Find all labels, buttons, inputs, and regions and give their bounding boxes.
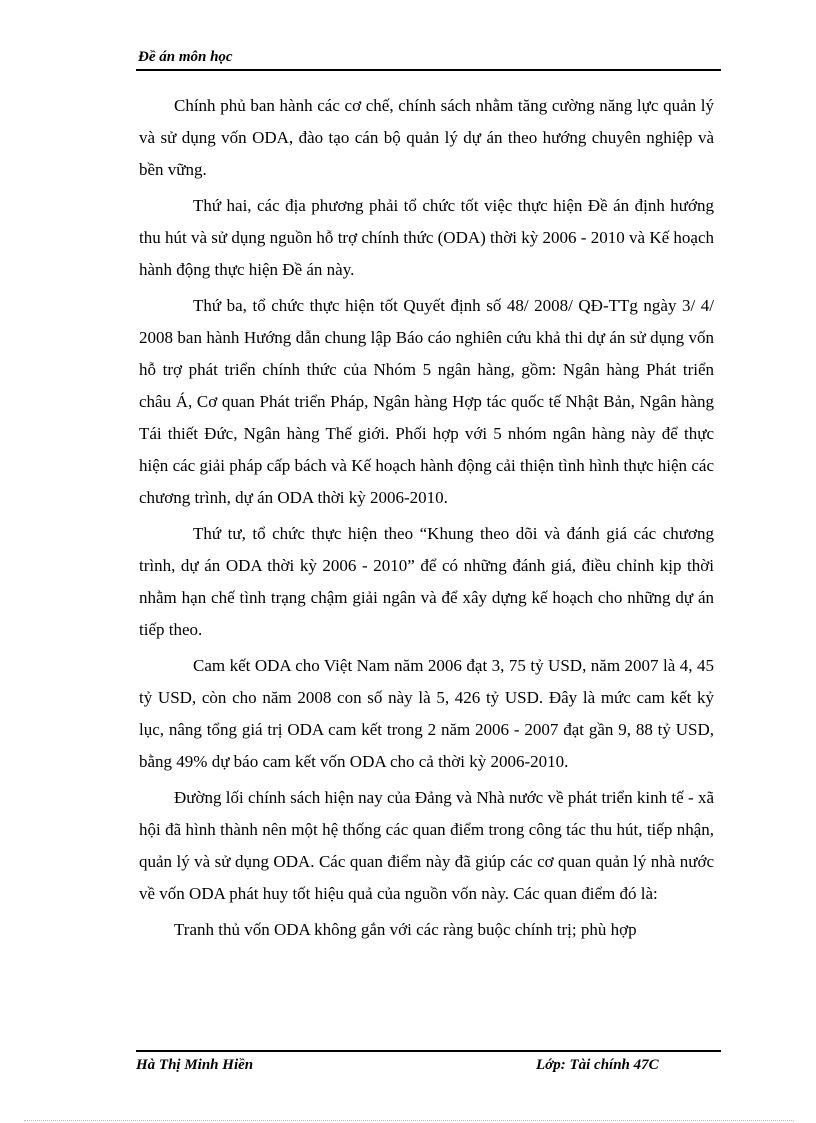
paragraph: Cam kết ODA cho Việt Nam năm 2006 đạt 3, 75 tỷ USD, năm 2007 là 4, 45 tỷ USD, còn cho năm 2008 con số này là 5, 426 tỷ USD. Đây là mức cam kết kỷ lục, nâng tổng giá trị ODA cam kết trong 2 năm 2006 - 2007 đạt gần 9, 88 tỷ USD, bằng 49% dự báo cam kết vốn ODA cho cả thời kỳ 2006-2010. bbox=[139, 656, 714, 771]
paragraph: Chính phủ ban hành các cơ chế, chính sách nhằm tăng cường năng lực quản lý và sử dụng vốn ODA, đào tạo cán bộ quản lý dự án theo hướng chuyên nghiệp và bền vững. bbox=[139, 96, 714, 179]
paragraph: Đường lối chính sách hiện nay của Đảng và Nhà nước về phát triển kinh tế - xã hội đã hình thành nên một hệ thống các quan điểm trong công tác thu hút, tiếp nhận, quản lý và sử dụng ODA. Các quan điểm này đã giúp các cơ quan quản lý nhà nước về vốn ODA phát huy tốt hiệu quả của nguồn vốn này. Các quan điểm đó là: bbox=[139, 788, 714, 903]
footer-rule bbox=[136, 1050, 721, 1052]
footer-class: Lớp: Tài chính 47C bbox=[536, 1057, 659, 1073]
page-edge-divider bbox=[24, 1120, 794, 1121]
document-body bbox=[139, 90, 714, 950]
paragraph: Thứ tư, tổ chức thực hiện theo “Khung theo dõi và đánh giá các chương trình, dự án ODA thời kỳ 2006 - 2010” để có những đánh giá, điều chỉnh kịp thời nhằm hạn chế tình trạng chậm giải ngân và để xây dựng kế hoạch cho những dự án tiếp theo. bbox=[139, 524, 714, 639]
footer-author: Hà Thị Minh Hiền bbox=[136, 1057, 254, 1073]
header-rule bbox=[136, 69, 721, 71]
paragraph: Tranh thủ vốn ODA không gắn với các ràng buộc chính trị; phù hợp bbox=[174, 920, 637, 939]
page-header-title: Đề án môn học bbox=[138, 49, 233, 65]
paragraph: Thứ ba, tổ chức thực hiện tốt Quyết định số 48/ 2008/ QĐ-TTg ngày 3/ 4/ 2008 ban hành Hướng dẫn chung lập Báo cáo nghiên cứu khả thi dự án sử dụng vốn hỗ trợ phát triển chính thức của Nhóm 5 ngân hàng, gồm: Ngân hàng Phát triển châu Á, Cơ quan Phát triển Pháp, Ngân hàng Hợp tác quốc tế Nhật Bản, Ngân hàng Tái thiết Đức, Ngân hàng Thế giới. Phối hợp với 5 nhóm ngân hàng này để thực hiện các giải pháp cấp bách và Kế hoạch hành động cải thiện tình hình thực hiện các chương trình, dự án ODA thời kỳ 2006-2010. bbox=[139, 296, 714, 507]
paragraph: Thứ hai, các địa phương phải tổ chức tốt việc thực hiện Đề án định hướng thu hút và sử dụng nguồn hỗ trợ chính thức (ODA) thời kỳ 2006 - 2010 và Kế hoạch hành động thực hiện Đề án này. bbox=[139, 196, 714, 279]
